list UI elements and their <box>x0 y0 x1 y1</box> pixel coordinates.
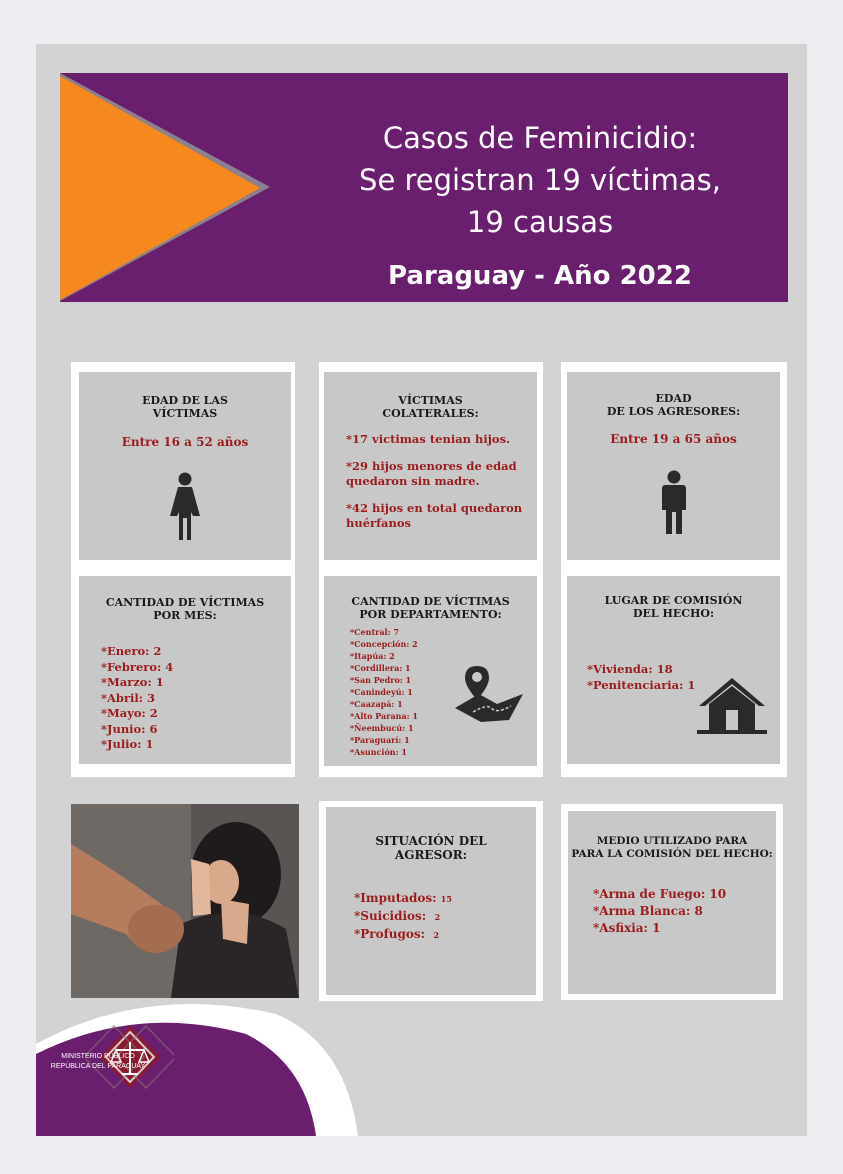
organization-name <box>28 1052 168 1072</box>
photo-illustration <box>71 804 299 998</box>
situacion-title-1: SITUACIÓN DEL <box>375 834 487 848</box>
man-icon <box>659 470 689 536</box>
edad-victimas-title-1: EDAD DE LAS <box>142 394 228 407</box>
colaterales-item: *17 victimas tenian hijos. <box>346 432 511 446</box>
medio-list <box>593 886 726 937</box>
colaterales-item: *42 hijos en total quedaron huérfanos <box>346 501 523 530</box>
header-titles <box>340 117 740 291</box>
list-item: *Febrero: 4 <box>101 659 174 674</box>
list-item: *Imputados: 15 <box>354 891 452 905</box>
list-item: *Enero: 2 <box>101 644 162 658</box>
departamento-list <box>350 626 418 758</box>
situacion-title-2: AGRESOR: <box>394 848 468 862</box>
list-item: *Arma de Fuego: 10 <box>593 887 727 901</box>
org-line-1: MINISTERIO PÚBLICO <box>61 1053 135 1060</box>
list-item: *Alto Parana: 1 <box>350 711 418 721</box>
list-item: *Profugos: 2 <box>354 927 440 941</box>
colaterales-title-1: VÍCTIMAS <box>398 394 463 407</box>
list-item: *Suicidios: 2 <box>354 909 441 923</box>
house-icon <box>697 674 767 734</box>
medio-title-1: MEDIO UTILIZADO PARA <box>596 835 748 847</box>
title-line-2: Se registran 19 víctimas, <box>359 163 721 197</box>
list-item: *Vivienda: 18 <box>587 662 673 676</box>
header-banner <box>60 73 788 302</box>
por-mes-list <box>101 644 173 753</box>
departamento-title-2: POR DEPARTAMENTO: <box>359 608 502 621</box>
list-item: *Junio: 6 <box>101 721 158 736</box>
list-item: *Itapúa: 2 <box>350 651 395 661</box>
subtitle: Paraguay - Año 2022 <box>388 261 692 291</box>
list-item: *Paraguarí: 1 <box>350 735 410 745</box>
victim-photo <box>71 804 299 998</box>
list-item: *Asfixia: 1 <box>593 921 661 935</box>
list-item: *San Pedro: 1 <box>350 675 412 685</box>
edad-agresores-title-1: EDAD <box>655 392 692 405</box>
medio-title-2: PARA LA COMISIÓN DEL HECHO: <box>571 848 773 860</box>
title-line-3: 19 causas <box>466 205 614 239</box>
woman-icon <box>167 472 203 542</box>
por-mes-title-2: POR MES: <box>153 609 217 622</box>
list-item: *Ñeembucú: 1 <box>350 723 414 733</box>
lugar-title-2: DEL HECHO: <box>632 607 715 620</box>
panel-victimas-colaterales <box>324 372 537 560</box>
edad-victimas-value: Entre 16 a 52 años <box>121 435 249 449</box>
list-item: *Cordillera: 1 <box>350 663 411 673</box>
panel-edad-victimas <box>79 372 291 560</box>
panel-lugar-comision <box>567 576 780 764</box>
list-item: *Concepción: 2 <box>350 639 418 649</box>
departamento-title-1: CANTIDAD DE VÍCTIMAS <box>351 595 510 608</box>
lugar-title-1: LUGAR DE COMISIÓN <box>604 594 743 607</box>
list-item: *Marzo: 1 <box>101 675 164 689</box>
por-mes-title-1: CANTIDAD DE VÍCTIMAS <box>105 596 265 609</box>
panel-victimas-por-mes <box>79 576 291 764</box>
edad-agresores-title-2: DE LOS AGRESORES: <box>606 405 741 418</box>
panel-victimas-por-departamento <box>324 576 537 766</box>
infographic-poster <box>36 44 807 1136</box>
list-item: *Mayo: 2 <box>101 706 158 720</box>
situacion-list <box>354 890 452 944</box>
orange-triangle-decoration <box>60 76 260 300</box>
colaterales-item: *29 hijos menores de edad quedaron sin madre. <box>346 459 517 488</box>
list-item: *Central: 7 <box>350 627 399 637</box>
list-item: *Penitenciaria: 1 <box>587 677 696 692</box>
title-line-1: Casos de Feminicidio: <box>382 121 698 155</box>
list-item: *Julio: 1 <box>101 737 154 751</box>
lugar-list <box>587 662 695 693</box>
list-item: *Canindeyú: 1 <box>350 687 413 697</box>
org-line-2: REPÚBLICA DEL PARAGUAY <box>50 1063 146 1070</box>
edad-victimas-title-2: VÍCTIMAS <box>152 407 218 420</box>
list-item: *Caazapá: 1 <box>350 699 403 709</box>
list-item: *Abril: 3 <box>101 690 156 705</box>
colaterales-title-2: COLATERALES: <box>382 407 479 420</box>
map-pin-icon <box>451 664 527 726</box>
colaterales-list <box>346 432 531 543</box>
panel-situacion-agresor <box>326 807 536 995</box>
list-item: *Asunción: 1 <box>350 747 407 757</box>
list-item: *Arma Blanca: 8 <box>593 904 703 918</box>
panel-edad-agresores <box>567 372 780 560</box>
panel-medio-utilizado <box>568 811 776 994</box>
edad-agresores-value: Entre 19 a 65 años <box>610 432 737 446</box>
